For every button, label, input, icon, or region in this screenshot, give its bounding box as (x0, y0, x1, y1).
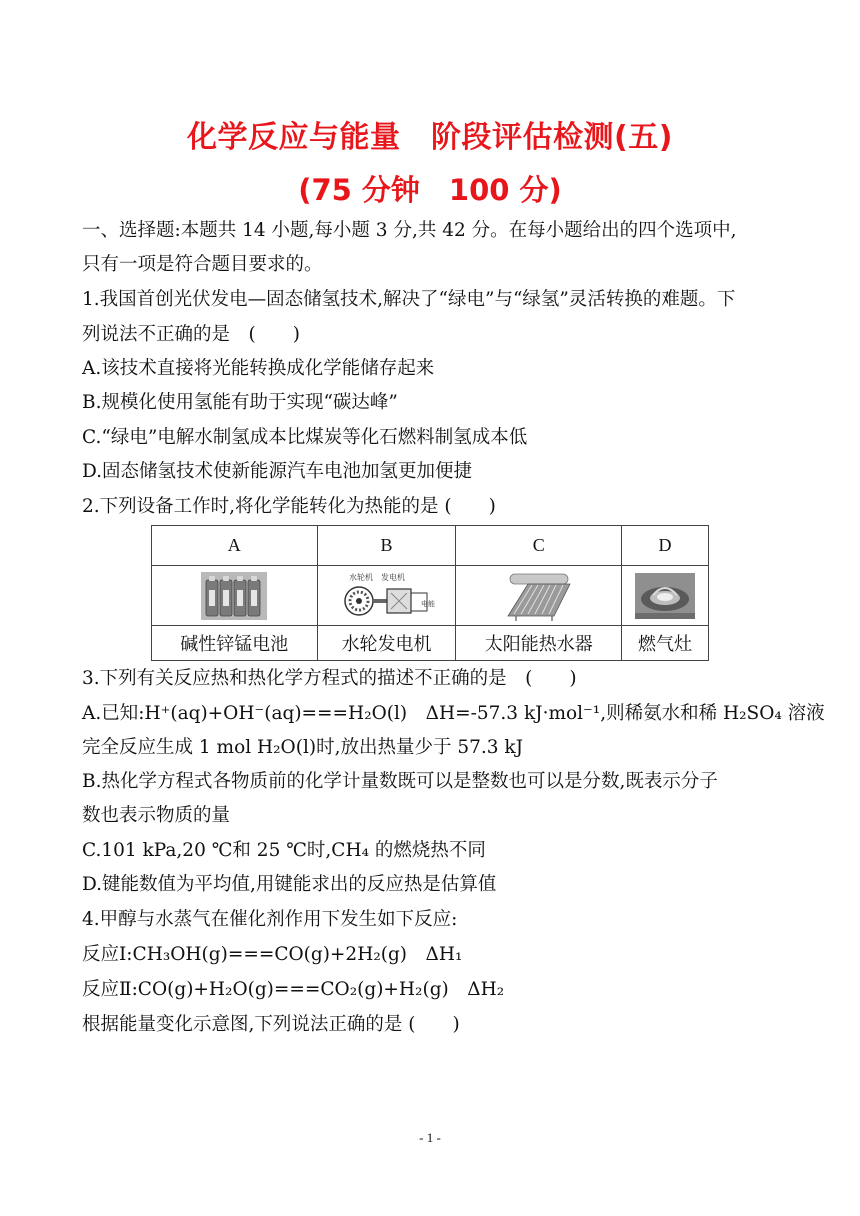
q3-stem: 3.下列有关反应热和热化学方程式的描述不正确的是 ( ) (82, 668, 577, 689)
option-header-a: A (152, 526, 318, 566)
page-title: 化学反应与能量 阶段评估检测(五) (187, 120, 673, 155)
q1-option-d: D.固态储氢技术使新能源汽车电池加氢更加便捷 (82, 461, 473, 482)
q3-option-c: C.101 kPa,20 ℃和 25 ℃时,CH₄ 的燃烧热不同 (82, 840, 486, 861)
option-label-b: 水轮发电机 (317, 626, 456, 661)
battery-photo-icon (201, 572, 267, 620)
q1-stem-line1: 1.我国首创光伏发电—固态储氢技术,解决了“绿电”与“绿氢”灵活转换的难题。下 (82, 289, 736, 310)
option-label-c: 太阳能热水器 (456, 626, 622, 661)
page-number: - 1 - (419, 1130, 441, 1145)
electric-energy-label: 电能 (420, 599, 435, 608)
page-subtitle: (75 分钟 100 分) (298, 173, 562, 207)
section-heading-line1: 一、选择题:本题共 14 小题,每小题 3 分,共 42 分。在每小题给出的四个选项中, (82, 220, 737, 241)
q4-question: 根据能量变化示意图,下列说法正确的是 ( ) (82, 1014, 460, 1035)
option-header-d: D (622, 526, 709, 566)
q3-option-a-line1: A.已知:H⁺(aq)+OH⁻(aq)===H₂O(l) ΔH=-57.3 kJ·mol⁻¹,则稀氨水和稀 H₂SO₄ 溶液 (82, 703, 825, 724)
section-heading-line2: 只有一项是符合题目要求的。 (82, 254, 323, 275)
option-image-c (456, 566, 622, 626)
q3-option-b-line2: 数也表示物质的量 (82, 805, 231, 826)
option-label-a: 碱性锌锰电池 (152, 626, 318, 661)
q3-option-d: D.键能数值为平均值,用键能求出的反应热是估算值 (82, 874, 497, 895)
turbine-label: 水轮机 (348, 572, 373, 582)
q1-option-c: C.“绿电”电解水制氢成本比煤炭等化石燃料制氢成本低 (82, 427, 528, 448)
option-header-c: C (456, 526, 622, 566)
q2-options-table (151, 525, 709, 661)
q4-stem: 4.甲醇与水蒸气在催化剂作用下发生如下反应: (82, 909, 458, 930)
q1-option-b: B.规模化使用氢能有助于实现“碳达峰” (82, 392, 398, 413)
q3-option-a-line2: 完全反应生成 1 mol H₂O(l)时,放出热量少于 57.3 kJ (82, 737, 524, 758)
water-turbine-diagram-icon (335, 571, 439, 621)
generator-label: 发电机 (380, 572, 405, 582)
q3-option-b-line1: B.热化学方程式各物质前的化学计量数既可以是整数也可以是分数,既表示分子 (82, 771, 718, 792)
solar-heater-photo-icon (504, 570, 574, 622)
q4-reaction-1: 反应Ⅰ:CH₃OH(g)===CO(g)+2H₂(g) ΔH₁ (82, 944, 463, 965)
option-image-d (622, 566, 709, 626)
q4-reaction-2: 反应Ⅱ:CO(g)+H₂O(g)===CO₂(g)+H₂(g) ΔH₂ (82, 979, 505, 1000)
option-image-a (152, 566, 318, 626)
gas-stove-photo-icon (635, 573, 695, 619)
option-header-b: B (317, 526, 456, 566)
option-label-d: 燃气灶 (622, 626, 709, 661)
q2-stem: 2.下列设备工作时,将化学能转化为热能的是 ( ) (82, 496, 496, 517)
q1-option-a: A.该技术直接将光能转换成化学能储存起来 (82, 358, 435, 379)
q1-stem-line2: 列说法不正确的是 ( ) (82, 324, 300, 345)
option-image-b (317, 566, 456, 626)
